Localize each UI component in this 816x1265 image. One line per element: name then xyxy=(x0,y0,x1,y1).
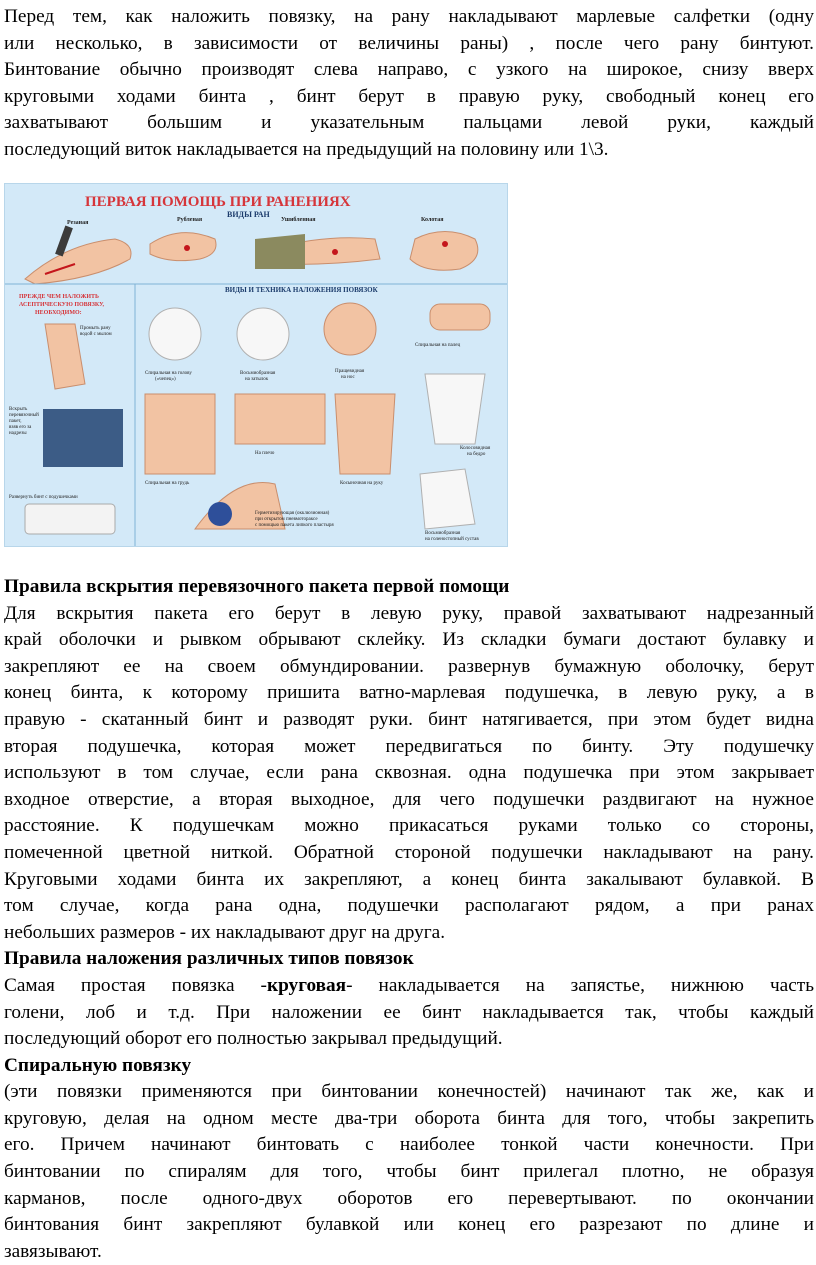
bandage-label: Колосовидная xyxy=(460,446,491,451)
text-line: последующий виток накладывается на предыдущий на половину или 1\3. xyxy=(4,138,609,160)
shoulder-bandage-illustration xyxy=(235,394,325,444)
warning-text: НЕОБХОДИМО: xyxy=(35,310,82,316)
nape-bandage-illustration xyxy=(237,308,289,360)
poster-section-bandages: ВИДЫ И ТЕХНИКА НАЛОЖЕНИЯ ПОВЯЗОК xyxy=(225,286,378,294)
first-aid-poster-image xyxy=(4,183,508,547)
poster-section-wounds: ВИДЫ РАН xyxy=(227,210,270,219)
bandage-label: Восьмиобразная xyxy=(240,371,276,376)
bandage-label: на голеностопный сустав xyxy=(425,537,479,542)
step-label: Вскрыть xyxy=(9,407,28,412)
step-label: надрезы xyxy=(9,431,27,436)
text-line: Круговыми ходами бинта их закрепляют, а конец бинта закалывают булавкой. В xyxy=(4,868,814,890)
finger-bandage-illustration xyxy=(430,304,490,330)
bandage-label: на нос xyxy=(341,375,355,380)
text-line: закрепляют ее на своем обмундировании. развернув бумажную оболочку, берут xyxy=(4,655,814,677)
intro-paragraph xyxy=(4,4,814,164)
text-line: вторая подушечка, которая может передвигаться по бинту. Эту подушечку xyxy=(4,735,814,757)
text-line: помеченной цветной ниткой. Обратной стороной подушечки накладывают на рану. xyxy=(4,841,814,863)
section-heading: Правила вскрытия перевязочного пакета первой помощи xyxy=(4,576,510,597)
foot-illustration xyxy=(410,232,478,271)
wound-label: Резаная xyxy=(67,220,89,226)
bandage-label: На плечо xyxy=(255,451,275,456)
bandage-package-illustration xyxy=(43,409,123,467)
arm-sling-illustration xyxy=(335,394,395,474)
bandage-label: с помощью пакета липкого пластыря xyxy=(255,523,334,528)
wound-label: Ушибленная xyxy=(281,217,316,223)
section-heading: Правила наложения различных типов повязок xyxy=(4,948,414,970)
wound-label: Колотая xyxy=(421,217,444,223)
head-bandage-illustration xyxy=(149,308,201,360)
section-heading: Спиральную повязку xyxy=(4,1054,192,1076)
bandage-label: Восьмиобразная xyxy=(425,531,461,536)
text-line: край оболочки и рывком обрывают склейку. Из складки бумаги достают булавку и xyxy=(4,629,814,651)
emphasis-text: круговая xyxy=(266,974,347,996)
bandage-label: Герметизирующая (окклюзионная) xyxy=(255,511,330,516)
text-line: завязывают. xyxy=(4,1240,102,1262)
step-label: взяв его за xyxy=(9,425,32,430)
text-line: голени, лоб и т.д. При наложении ее бинт накладывается так, чтобы каждый xyxy=(4,1001,814,1023)
unrolled-bandage-illustration xyxy=(25,504,115,534)
text-line: Перед тем, как наложить повязку, на рану накладывают марлевые салфетки (одну xyxy=(4,6,814,27)
nose-bandage-illustration xyxy=(324,303,376,355)
text-line: правую - скатанный бинт и разводят руки. бинт натягивается, при этом будет видна xyxy=(4,708,814,730)
body-text xyxy=(4,574,814,1265)
wound-label: Рубленая xyxy=(177,217,203,223)
text-line: захватывают большим и указательным пальцами левой руки, каждый xyxy=(4,112,814,134)
bandage-label: Спиральная на грудь xyxy=(145,481,190,486)
text-line: последующий оборот его полностью закрывал предыдущий. xyxy=(4,1028,503,1050)
text-line: (эти повязки применяются при бинтовании конечностей) начинают так же, как и xyxy=(4,1081,814,1103)
warning-text: ПРЕЖДЕ ЧЕМ НАЛОЖИТЬ xyxy=(19,294,100,300)
text-line: входное отверстие, а вторая выходное, для чего подушечки раздвигают на нужное xyxy=(4,788,814,810)
ankle-bandage-illustration xyxy=(420,469,475,529)
bandage-label: на бедро xyxy=(467,452,486,457)
step-label: водой с мылом xyxy=(80,332,112,337)
poster-title: ПЕРВАЯ ПОМОЩЬ ПРИ РАНЕНИЯХ xyxy=(85,194,351,210)
step-label: Промыть рану xyxy=(80,326,111,331)
text-line: бинтовании по спиралям для того, чтобы бинт прилегал плотно, не образуя xyxy=(4,1161,814,1183)
text-line: Для вскрытия пакета его берут в левую руку, правой захватывают надрезанный xyxy=(4,602,814,624)
text-line: карманов, после одного-двух оборотов его перевертывают. по окончании xyxy=(4,1187,814,1209)
hip-bandage-illustration xyxy=(425,374,485,444)
text-line: конец бинта, к которому пришита ватно-марлевая подушечка, в левую руку, а в xyxy=(4,682,814,704)
step-label: Развернуть бинт с подушечками xyxy=(9,495,78,500)
text-line: используют в том случае, если рана сквозная. одна подушечка при этом закрывает xyxy=(4,762,814,784)
text-line: его. Причем начинают бинтовать с наиболее тонкой части конечности. При xyxy=(4,1134,814,1156)
text-line: расстояние. К подушечкам можно прикасаться руками только со стороны, xyxy=(4,815,814,837)
text-line: том случае, когда рана одна, подушечки располагают рядом, а при ранах xyxy=(4,895,814,917)
text-line: Бинтование обычно производят слева направо, с узкого на широкое, снизу вверх xyxy=(4,59,814,81)
text-line: или несколько, в зависимости от величины раны) , после чего рану бинтуют. xyxy=(4,32,814,54)
bandage-label: («чепец») xyxy=(155,377,176,382)
bandage-label: при открытом пневмотораксе xyxy=(255,517,318,522)
step-label: перевязочный xyxy=(9,413,39,418)
text-line: бинтования бинт закрепляют булавкой или конец его разрезают по длине и xyxy=(4,1214,814,1236)
bandage-label: Пращевидная xyxy=(335,369,365,374)
text-line xyxy=(4,973,814,1000)
text-line: круговыми ходами бинта , бинт берут в правую руку, свободный конец его xyxy=(4,85,814,107)
text-line: круговую, делая на одном месте два-три оборота бинта для того, чтобы закрепить xyxy=(4,1107,814,1129)
bandage-label: Спиральная на голову xyxy=(145,371,192,376)
text-line: небольших размеров - их накладывают друг на друга. xyxy=(4,921,446,943)
sleeve-illustration xyxy=(255,234,305,269)
step-label: пакет, xyxy=(9,419,22,424)
bandage-label: Спиральная на палец xyxy=(415,343,461,348)
bandage-label: Косыночная на руку xyxy=(340,481,384,486)
warning-text: АСЕПТИЧЕСКУЮ ПОВЯЗКУ, xyxy=(19,302,105,308)
chest-bandage-illustration xyxy=(145,394,215,474)
bandage-label: на затылок xyxy=(245,377,269,382)
text-run: Самая простая повязка - xyxy=(4,974,267,996)
text-run: - накладывается на запястье, нижнюю часть xyxy=(346,974,814,996)
